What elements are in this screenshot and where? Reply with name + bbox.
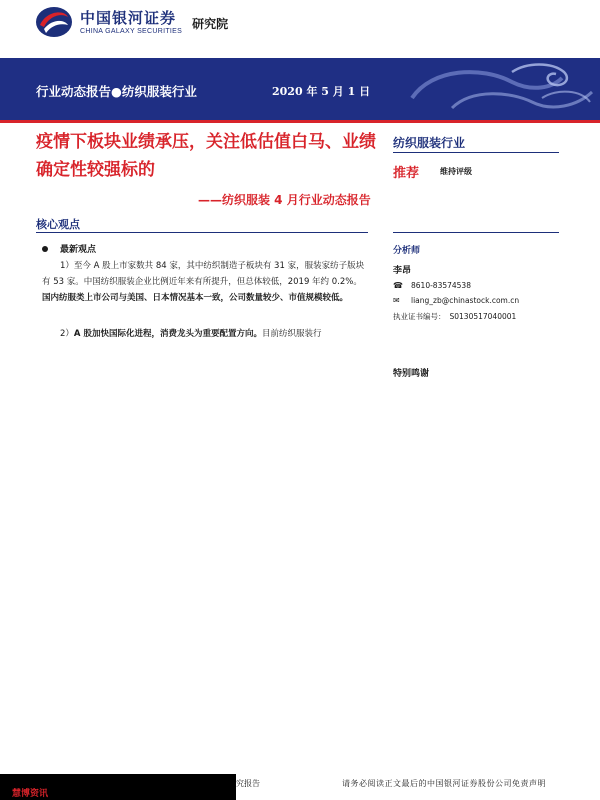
paragraph-2-text: 目前纺织服装行 (261, 329, 322, 339)
report-banner (0, 58, 600, 120)
email-address[interactable]: liang_zb@chinastock.com.cn (411, 296, 520, 305)
recommendation-label: 推荐 (393, 166, 420, 181)
analyst-email (393, 296, 519, 305)
special-thanks: 特别鸣谢 (393, 369, 430, 379)
logo-name-en: CHINA GALAXY SECURITIES (80, 27, 183, 35)
footer-brand: 慧博资讯 (12, 789, 49, 799)
paragraph-2-number: 2） (60, 329, 74, 339)
core-view-heading: 核心观点 (36, 218, 80, 231)
sidebar-divider (393, 232, 559, 233)
logo-name-cn: 中国银河证券 (80, 8, 177, 27)
report-category: 行业动态报告●纺织服装行业 (36, 84, 197, 99)
latest-view-bullet (42, 242, 96, 255)
industry-label: 纺织服装行业 (393, 136, 466, 150)
phone-number: 8610-83574538 (411, 281, 471, 290)
phone-icon: ☎ (393, 281, 403, 290)
banner-divider (0, 120, 600, 123)
rating-note: 维持评级 (440, 167, 472, 176)
analyst-certificate (393, 311, 516, 322)
report-title: 疫情下板块业绩承压，关注低估值白马、业绩确定性较强标的 (36, 132, 376, 180)
galaxy-logo-icon (34, 5, 74, 39)
report-date: 2020 年 5 月 1 日 (272, 85, 371, 98)
analyst-heading: 分析师 (393, 246, 421, 256)
swirl-decoration (392, 58, 600, 120)
paragraph-2-emphasis: A 股加快国际化进程，消费龙头为重要配置方向。 (73, 329, 262, 339)
certificate-number: S0130517040001 (449, 312, 517, 321)
paragraph-2 (42, 326, 369, 342)
section-divider (36, 232, 368, 233)
paragraph-1-text: 1）至今 A 股上市家数共 84 家，其中纺织制造子板块有 31 家，服装家纺子版块有 53 家。中国纺织服装企业比例近年来有所提升，但总体较低，2019 年约 0.2%。 (42, 261, 365, 287)
footer-disclaimer: 请务必阅读正文最后的中国银河证券股份公司免责声明 (342, 779, 546, 788)
logo-text (80, 9, 182, 36)
footer-report-label: 究报告 (236, 779, 260, 788)
certificate-label: 执业证书编号： (393, 312, 446, 321)
latest-view-label: 最新观点 (60, 245, 97, 255)
bullet-icon (42, 246, 48, 252)
email-icon: ✉ (393, 296, 400, 305)
department-label: 研究院 (192, 16, 229, 31)
report-subtitle: ——纺织服装 4 月行业动态报告 (198, 193, 371, 207)
sidebar-divider (393, 152, 559, 153)
analyst-phone (393, 281, 471, 290)
paragraph-1-emphasis: 国内纺服类上市公司与美国、日本情况基本一致，公司数量较少、市值规模较低。 (42, 293, 349, 303)
paragraph-1 (42, 258, 369, 306)
analyst-name: 李昂 (393, 266, 412, 276)
company-logo (34, 4, 274, 40)
